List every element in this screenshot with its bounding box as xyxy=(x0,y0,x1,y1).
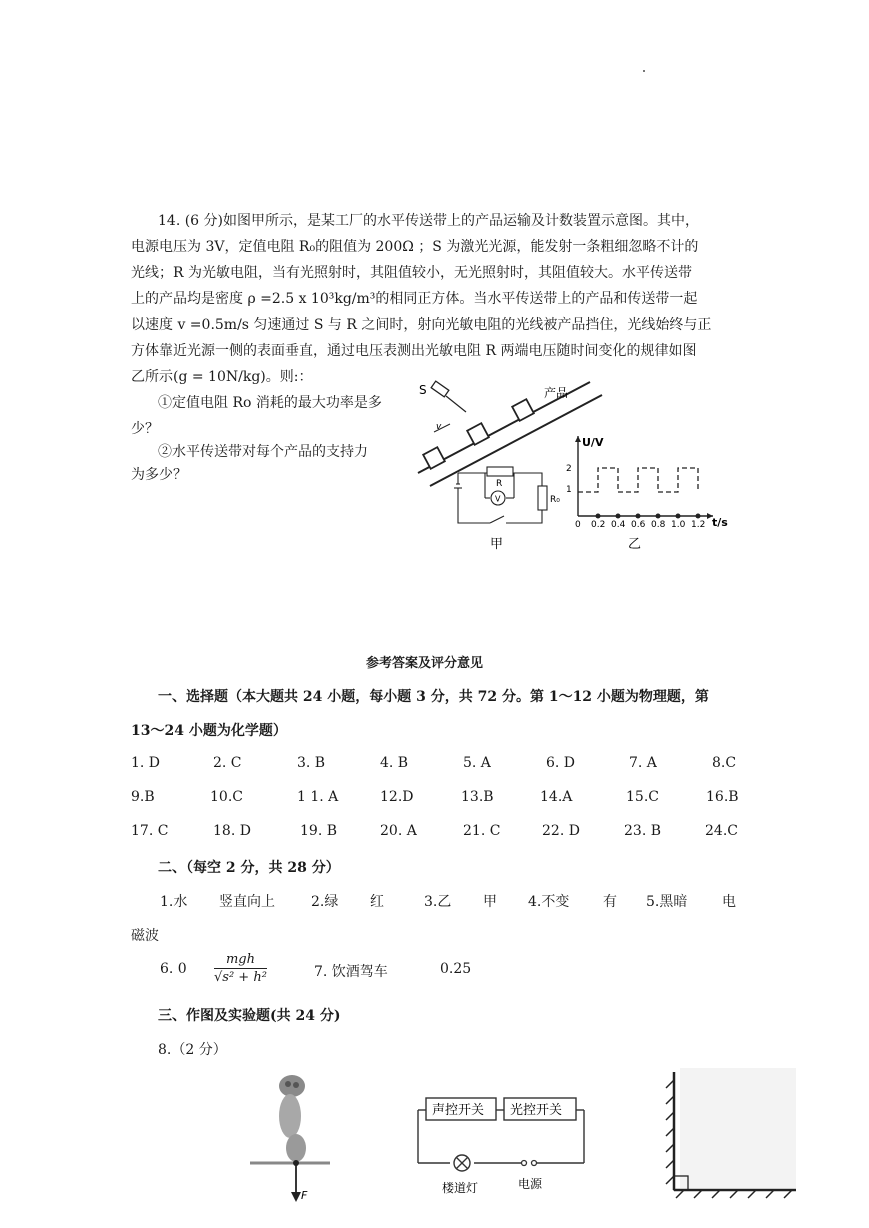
sub-question-1-cont: 少？ xyxy=(131,421,159,437)
label-s: S xyxy=(419,383,427,397)
fill-answer-7: 7. 饮酒驾车 xyxy=(314,964,388,980)
choice-answer: 6. D xyxy=(546,755,576,771)
force-label: F xyxy=(301,1189,308,1202)
fill-answer: 2.绿 xyxy=(311,894,339,910)
choice-answer: 2. C xyxy=(213,755,242,771)
section-3-title: 三、作图及实验题(共 24 分) xyxy=(158,1008,341,1024)
y-axis-arrow xyxy=(575,436,581,442)
choice-answer: 18. D xyxy=(213,823,251,839)
product-cube-3 xyxy=(512,399,534,421)
fill-answer-wrap: 磁波 xyxy=(131,928,159,944)
person-figure-icon xyxy=(279,1075,306,1162)
stray-dot xyxy=(643,70,645,72)
x-tick-label: 0.2 xyxy=(591,520,606,530)
choice-answer: 9.B xyxy=(131,789,155,805)
lamp-icon xyxy=(454,1155,470,1171)
switch-circuit-figure xyxy=(410,1090,595,1200)
light-switch-label: 光控开关 xyxy=(510,1103,563,1118)
label-r: R xyxy=(496,479,503,489)
choice-answer: 5. A xyxy=(463,755,491,771)
fill-answer: 4.不变 xyxy=(528,894,570,910)
resistor-r xyxy=(487,467,513,476)
question-line: 光线；R 为光敏电阻，当有光照射时，其阻值较小，无光照射时，其阻值较大。水平传送带 xyxy=(131,265,692,281)
label-r0: R₀ xyxy=(550,495,560,505)
x-tick-dot xyxy=(616,514,621,519)
x-tick-label: 0.4 xyxy=(611,520,626,530)
conveyor-figure xyxy=(410,378,735,558)
choice-answer: 12.D xyxy=(380,789,414,805)
sound-switch-label: 声控开关 xyxy=(432,1103,485,1118)
x-tick-dot xyxy=(636,514,641,519)
question-line: 14. (6 分)如图甲所示，是某工厂的水平传送带上的产品运输及计数装置示意图。其中， xyxy=(158,213,699,229)
choice-answer: 24.C xyxy=(705,823,738,839)
fill-answer: 3.乙 xyxy=(424,894,452,910)
x-tick-label: 0.8 xyxy=(651,520,666,530)
choice-answer: 22. D xyxy=(542,823,580,839)
choice-answer: 1. D xyxy=(131,755,161,771)
choice-answer: 3. B xyxy=(297,755,326,771)
question-line: 上的产品均是密度 ρ =2.5 x 10³kg/m³的相同正方体。当水平传送带上的产品和传送带一起 xyxy=(131,291,698,307)
section-2-title: 二、（每空 2 分，共 28 分） xyxy=(158,860,340,876)
x-tick-label: 0.6 xyxy=(631,520,646,530)
x-tick-label: 0 xyxy=(575,520,581,530)
label-voltmeter: V xyxy=(495,494,501,504)
fill-answer-6: 6. 0 xyxy=(160,961,187,977)
caption-yi: 乙 xyxy=(628,537,642,552)
sub-question-1: ①定值电阻 Ro 消耗的最大功率是多 xyxy=(158,395,382,411)
laser-source-icon xyxy=(431,381,449,397)
choice-answer: 7. A xyxy=(629,755,657,771)
fill-answer-7b: 0.25 xyxy=(440,961,472,977)
fraction-denominator: √s² + h² xyxy=(214,970,267,985)
choice-answer: 17. C xyxy=(131,823,169,839)
section-1-title: 一、选择题（本大题共 24 小题，每小题 3 分，共 72 分。第 1～12 小题为物理题，第 xyxy=(158,689,709,705)
x-tick-dot xyxy=(596,514,601,519)
product-cube-2 xyxy=(467,423,489,445)
x-axis-label: t/s xyxy=(712,516,728,529)
y-axis-label: U/V xyxy=(582,436,604,449)
choice-answer: 21. C xyxy=(463,823,501,839)
question-line: 方体靠近光源一侧的表面垂直，通过电压表测出光敏电阻 R 两端电压随时间变化的规律如图 xyxy=(131,343,697,359)
question-line: 电源电压为 3V，定值电阻 R₀的阻值为 200Ω ；S 为激光光源，能发射一条粗细忽略不计的 xyxy=(131,239,699,255)
choice-answer: 8.C xyxy=(712,755,737,771)
sub-question-2: ②水平传送带对每个产品的支持力 xyxy=(158,444,368,460)
laser-beam xyxy=(446,396,466,412)
fill-answer: 5.黑暗 xyxy=(646,894,688,910)
x-tick-dot xyxy=(696,514,701,519)
fill-answer: 红 xyxy=(370,894,384,910)
force-arrowhead-icon xyxy=(291,1192,301,1202)
x-tick-dot xyxy=(676,514,681,519)
graph-yi xyxy=(566,436,728,552)
y-tick-label: 2 xyxy=(566,464,572,474)
x-tick-dot xyxy=(656,514,661,519)
power-terminal-icon xyxy=(522,1161,527,1166)
sub-question-2-cont: 为多少？ xyxy=(131,467,187,483)
fraction-numerator: mgh xyxy=(214,952,267,969)
choice-answer: 16.B xyxy=(706,789,739,805)
power-terminal-icon xyxy=(532,1161,537,1166)
force-figure xyxy=(250,1068,330,1208)
fill-answer: 1.水 xyxy=(160,894,188,910)
choice-answer: 23. B xyxy=(624,823,662,839)
power-label: 电源 xyxy=(518,1177,543,1191)
caption-jia: 甲 xyxy=(490,537,504,552)
fraction-formula xyxy=(214,952,267,985)
fill-answer: 竖直向上 xyxy=(219,894,275,910)
answers-title: 参考答案及评分意见 xyxy=(366,656,484,671)
section-1-title-cont: 13～24 小题为化学题） xyxy=(131,723,287,739)
section-3-item-8: 8.（2 分） xyxy=(158,1042,227,1058)
fill-answer: 有 xyxy=(603,894,617,910)
x-tick-label: 1.2 xyxy=(691,520,706,530)
choice-answer: 14.A xyxy=(540,789,573,805)
voltage-curve xyxy=(578,468,698,492)
question-line: 乙所示(g = 10N/kg)。则:： xyxy=(131,369,313,385)
fill-answer: 甲 xyxy=(483,894,497,910)
choice-answer: 19. B xyxy=(300,823,338,839)
label-v: v xyxy=(436,422,442,432)
mirror-figure xyxy=(660,1068,796,1202)
choice-answer: 4. B xyxy=(380,755,409,771)
choice-answer: 1 1. A xyxy=(297,789,339,805)
x-tick-label: 1.0 xyxy=(671,520,686,530)
question-line: 以速度 v =0.5m/s 匀速通过 S 与 R 之间时，射向光敏电阻的光线被产品挡住，光线始终与正 xyxy=(131,317,712,333)
mirror-background xyxy=(680,1068,796,1188)
y-tick-label: 1 xyxy=(566,485,572,495)
fill-answer: 电 xyxy=(722,894,736,910)
choice-answer: 13.B xyxy=(461,789,494,805)
choice-answer: 15.C xyxy=(626,789,659,805)
choice-answer: 20. A xyxy=(380,823,417,839)
choice-answer: 10.C xyxy=(210,789,243,805)
resistor-r0 xyxy=(538,486,547,510)
product-cube-1 xyxy=(423,447,445,469)
lamp-label: 楼道灯 xyxy=(442,1181,479,1195)
label-product: 产品 xyxy=(544,386,569,400)
